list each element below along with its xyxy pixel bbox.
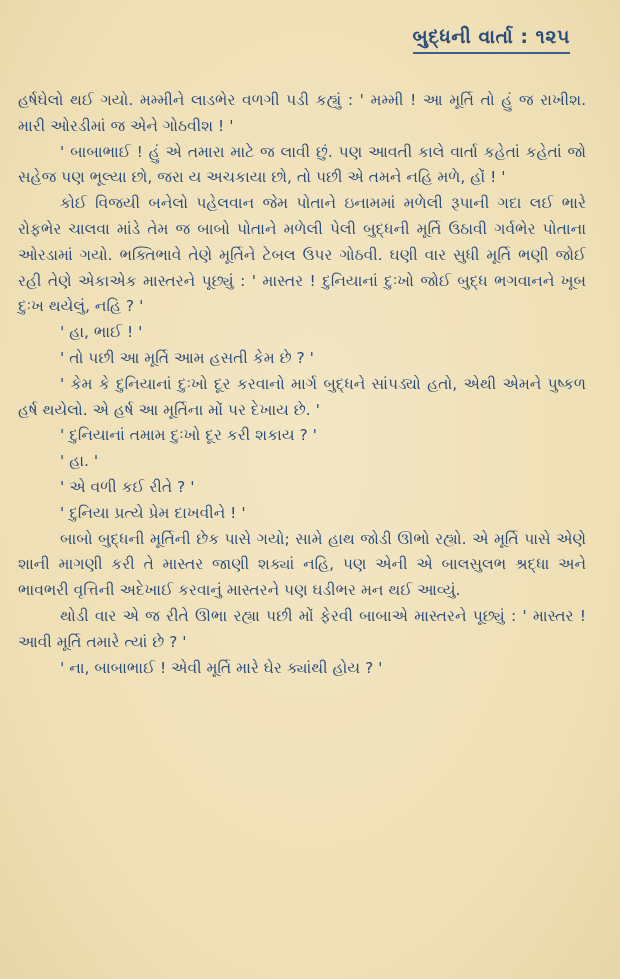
paragraph: ' તો પછી આ મૂર્તિ આમ હસતી કેમ છે ? ' xyxy=(60,348,314,367)
body-text xyxy=(18,88,586,681)
running-header: બુદ્ધની વાર્તા : ૧૨૫ xyxy=(413,26,571,54)
paragraph: ' હા, ભાઈ ! ' xyxy=(60,323,143,342)
paragraph: કોઈ વિજયી બનેલો પહેલવાન જેમ પોતાને ઇનામમાં મળેલી રૂપાની ગદા લઈ ભારે રોફભેર ચાલવા માંડે તેમ જ બાબો પોતાને મળેલી પેલી બુદ્ધની મૂર્તિ ઉઠાવી ગર્વભેર પોતાના ઓરડામાં ગયો. ભક્તિભાવે તેણે મૂર્તિને ટેબલ ઉપર ગોઠવી. ઘણી વાર સુધી મૂર્તિ ભણી જોઈ રહી તેણે એકાએક માસ્તરને પૂછ્યું : ' માસ્તર ! દુનિયાનાં દુઃખો જોઈ બુદ્ધ ભગવાનને ખૂબ દુઃખ થયેલું, નહિ ? ' xyxy=(18,194,586,316)
paragraph: થોડી વાર એ જ રીતે ઊભા રહ્યા પછી મોં ફેરવી બાબાએ માસ્તરને પૂછ્યું : ' માસ્તર ! આવી મૂર્તિ તમારે ત્યાં છે ? ' xyxy=(18,606,586,651)
paragraph: ' હા. ' xyxy=(60,452,99,471)
paragraph: ' એ વળી કઈ રીતે ? ' xyxy=(60,477,195,496)
paragraph: ' કેમ કે દુનિયાનાં દુઃખો દૂર કરવાનો માર્ગ બુદ્ધને સાંપડ્યો હતો, એથી એમને પુષ્કળ હર્ષ થયેલો. એ હર્ષ આ મૂર્તિના મોં પર દેખાય છે. ' xyxy=(18,374,586,419)
paragraph: ' દુનિયાનાં તમામ દુઃખો દૂર કરી શકાય ? ' xyxy=(60,426,317,445)
paragraph: બાબો બુદ્ધની મૂર્તિની છેક પાસે ગયો; સામે હાથ જોડી ઊભો રહ્યો. એ મૂર્તિ પાસે એણે શાની માગણી કરી તે માસ્તર જાણી શક્યાં નહિ, પણ એની એ બાલસુલભ શ્રદ્ધા અને ભાવભરી વૃત્તિની અદેખાઈ કરવાનું માસ્તરને પણ ઘડીભર મન થઈ આવ્યું. xyxy=(18,529,586,600)
paragraph: ' ના, બાબાભાઈ ! એવી મૂર્તિ મારે ઘેર ક્યાંથી હોય ? ' xyxy=(60,658,383,677)
paragraph: ' બાબાભાઈ ! હું એ તમારા માટે જ લાવી છું. પણ આવતી કાલે વાર્તા કહેતાં કહેતાં જો સહેજ પણ ભૂલ્યા છો, જરા ય અચકાયા છો, તો પછી એ તમને નહિ મળે, હોં ! ' xyxy=(18,142,586,187)
paragraph: હર્ષઘેલો થઈ ગયો. મમ્મીને લાડભેર વળગી પડી કહ્યું : ' મમ્મી ! આ મૂર્તિ તો હું જ રાખીશ. મારી ઓરડીમાં જ એને ગોઠવીશ ! ' xyxy=(18,91,586,135)
paragraph: ' દુનિયા પ્રત્યે પ્રેમ દાખવીને ! ' xyxy=(60,503,246,522)
